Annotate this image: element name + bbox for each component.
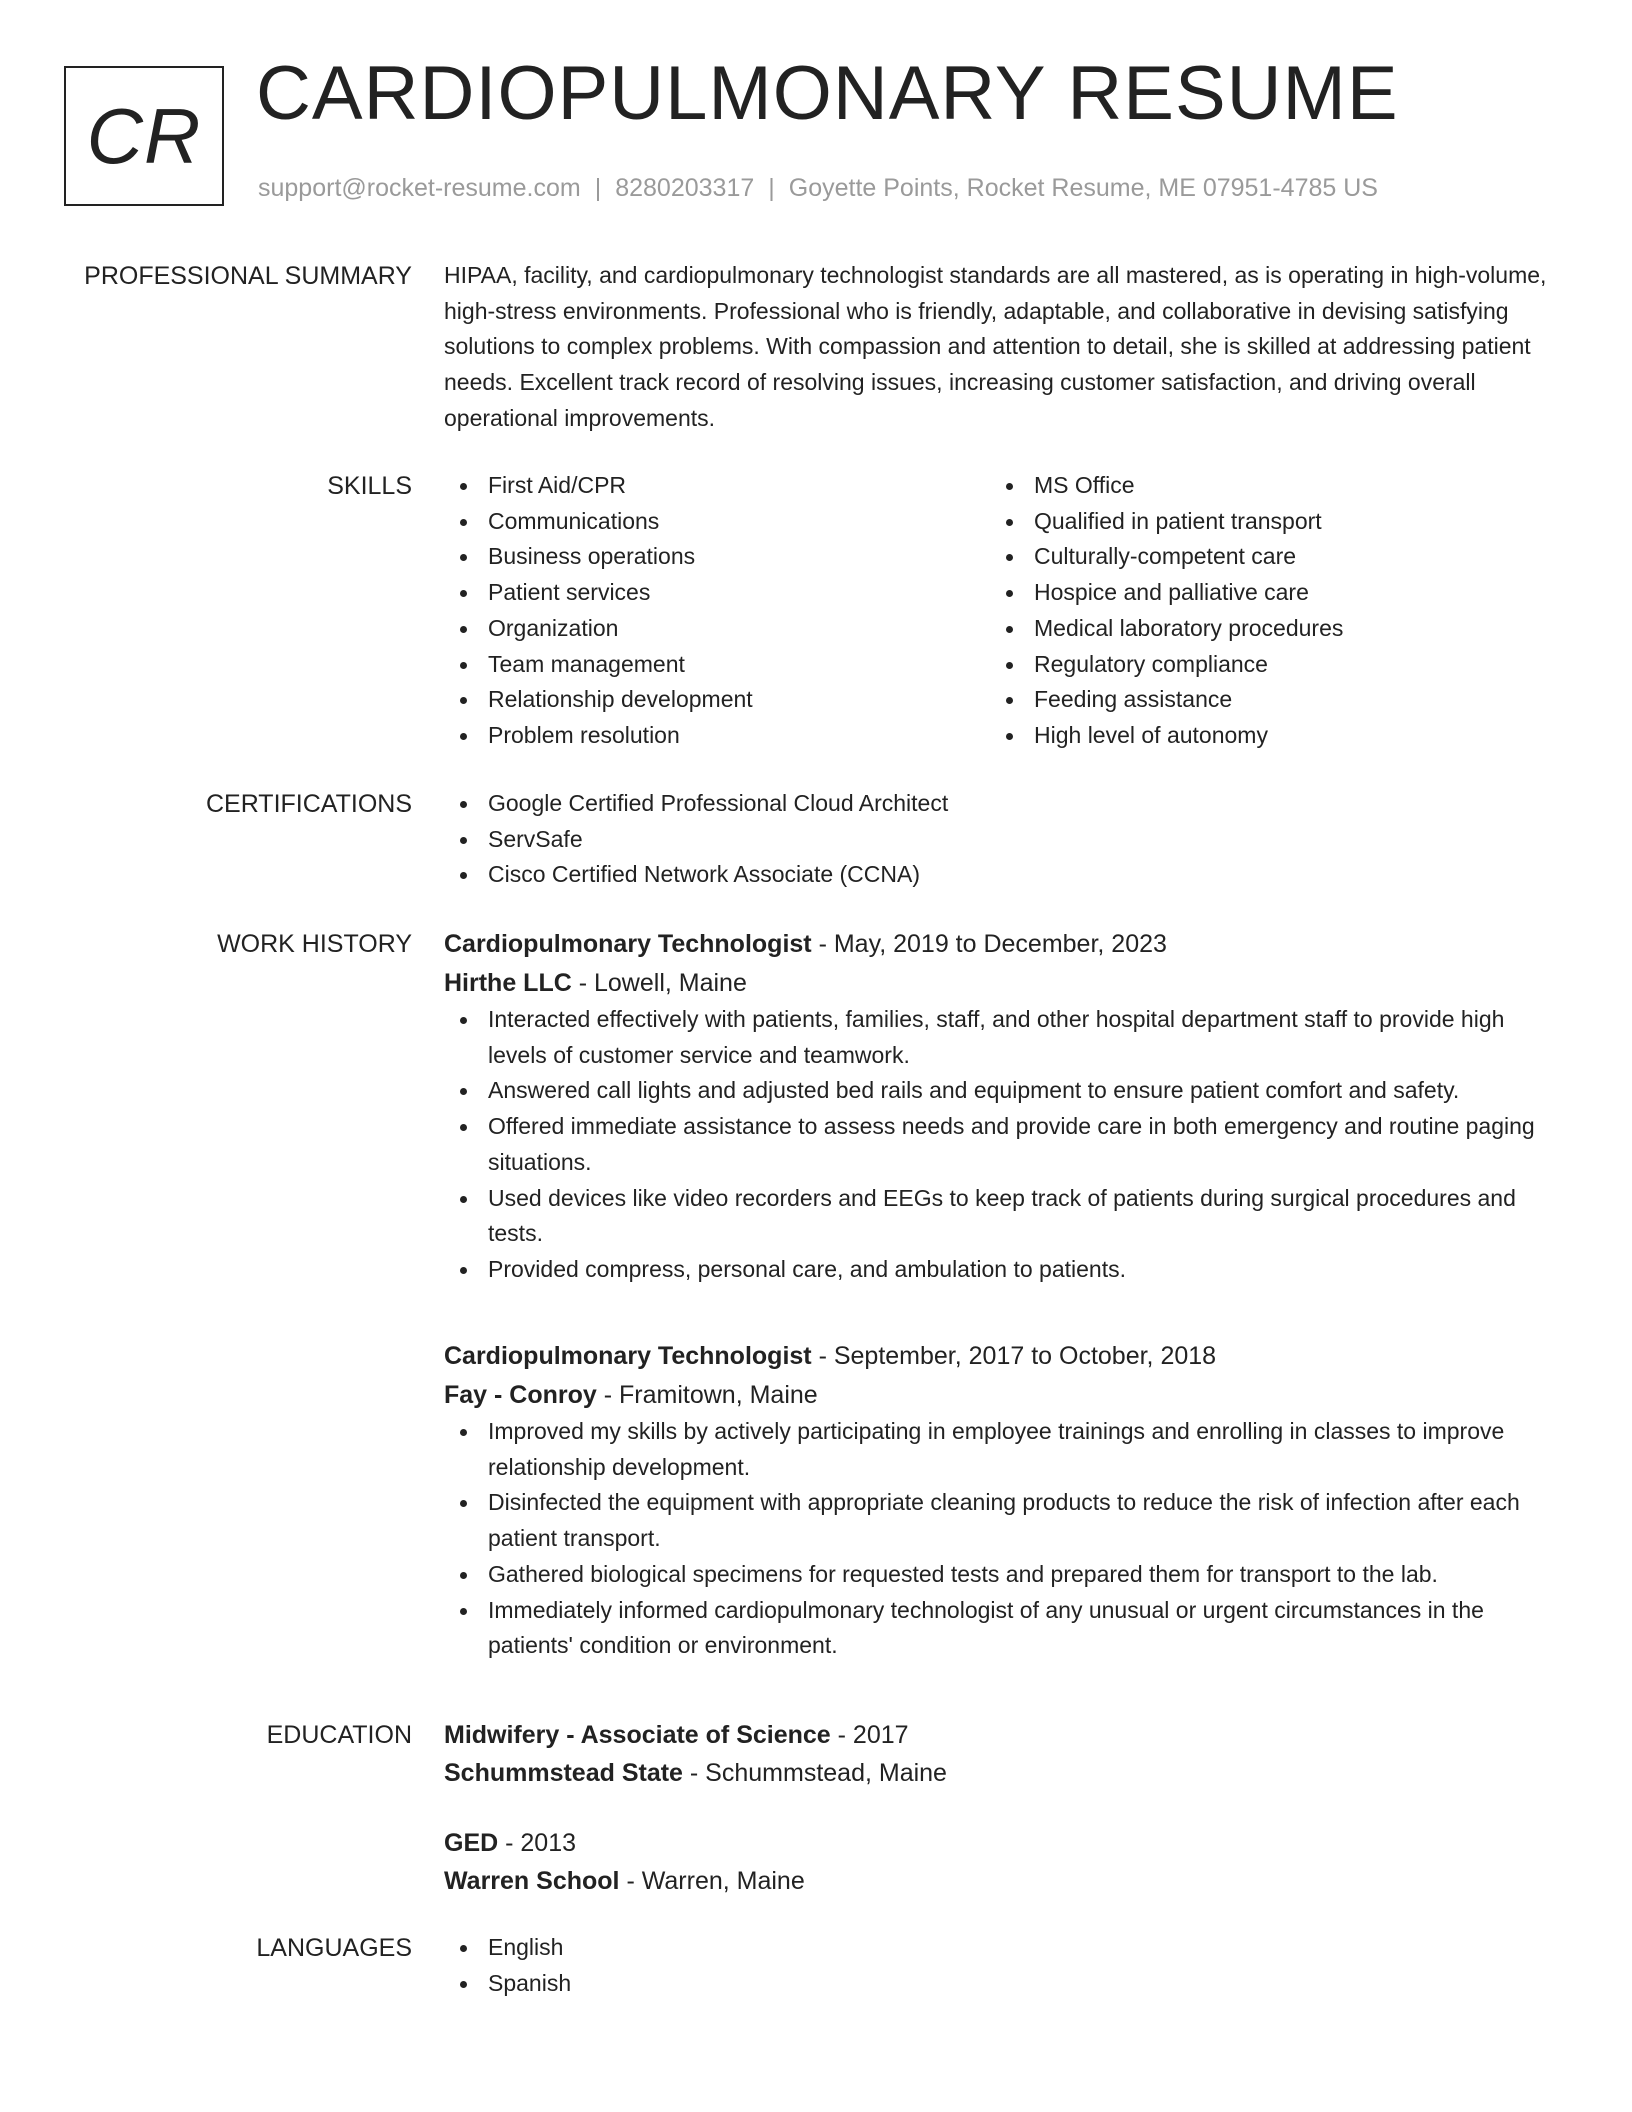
monogram-logo: CR: [64, 66, 224, 206]
skill-item: Medical laboratory procedures: [990, 611, 1536, 647]
education-school: Warren School: [444, 1867, 620, 1895]
job-company: Hirthe LLC: [444, 969, 572, 997]
skill-item: High level of autonomy: [990, 718, 1536, 754]
contact-line: [258, 174, 1378, 203]
education-degree: Midwifery - Associate of Science: [444, 1721, 831, 1749]
education-degree: GED: [444, 1829, 499, 1857]
skill-item: Relationship development: [444, 682, 990, 718]
skill-item: Patient services: [444, 575, 990, 611]
job-title-line: [444, 1336, 1554, 1376]
job-dates: - September, 2017 to October, 2018: [811, 1342, 1217, 1370]
job-title: Cardiopulmonary Technologist: [444, 930, 812, 958]
education-year: - 2013: [498, 1829, 577, 1857]
education-school-line: [444, 1754, 1554, 1792]
contact-separator: |: [768, 174, 775, 202]
job-duties: [444, 1002, 1554, 1288]
education-degree-line: [444, 1716, 1554, 1754]
skill-item: Business operations: [444, 539, 990, 575]
skills-column-1: [444, 468, 990, 754]
duty-item: Immediately informed cardiopulmonary technologist of any unusual or urgent circumstances in the patients' condition or environment.: [444, 1593, 1554, 1664]
skill-item: Feeding assistance: [990, 682, 1536, 718]
contact-phone: 8280203317: [615, 174, 755, 202]
education-school-line: [444, 1862, 1554, 1900]
skills-column-2: [990, 468, 1536, 754]
section-label: LANGUAGES: [256, 1934, 412, 1962]
certification-item: ServSafe: [444, 822, 1554, 858]
duty-item: Gathered biological specimens for requested tests and prepared them for transport to the lab.: [444, 1557, 1554, 1593]
language-item: English: [444, 1930, 1554, 1966]
skill-item: Team management: [444, 647, 990, 683]
contact-separator: |: [594, 174, 602, 202]
section-label: CERTIFICATIONS: [205, 790, 412, 818]
skill-item: Qualified in patient transport: [990, 504, 1536, 540]
contact-email: support@rocket-resume.com: [258, 174, 581, 202]
job-title-line: [444, 924, 1554, 964]
skill-item: Regulatory compliance: [990, 647, 1536, 683]
duty-item: Answered call lights and adjusted bed rails and equipment to ensure patient comfort and safety.: [444, 1073, 1554, 1109]
language-item: Spanish: [444, 1966, 1554, 2002]
contact-address: Goyette Points, Rocket Resume, ME 07951-4785 US: [788, 174, 1378, 202]
job-company-line: [444, 964, 1554, 1002]
section-label: WORK HISTORY: [217, 930, 412, 958]
job-title: Cardiopulmonary Technologist: [444, 1342, 812, 1370]
section-label: SKILLS: [327, 472, 412, 500]
certification-item: Cisco Certified Network Associate (CCNA): [444, 857, 1554, 893]
duty-item: Used devices like video recorders and EEGs to keep track of patients during surgical procedures and tests.: [444, 1181, 1554, 1252]
education-degree-line: [444, 1824, 1554, 1862]
duty-item: Interacted effectively with patients, families, staff, and other hospital department staff to provide high levels of customer service and teamwork.: [444, 1002, 1554, 1073]
skill-item: Communications: [444, 504, 990, 540]
section-label: PROFESSIONAL SUMMARY: [84, 262, 412, 290]
page-title: CARDIOPULMONARY RESUME: [256, 51, 1399, 136]
skill-item: Hospice and palliative care: [990, 575, 1536, 611]
languages-list: [444, 1930, 1554, 2001]
job-company: Fay - Conroy: [444, 1381, 597, 1409]
job-company-line: [444, 1376, 1554, 1414]
skill-item: Culturally-competent care: [990, 539, 1536, 575]
education-school: Schummstead State: [444, 1759, 683, 1787]
skill-item: Problem resolution: [444, 718, 990, 754]
duty-item: Disinfected the equipment with appropriate cleaning products to reduce the risk of infection after each patient transport.: [444, 1485, 1554, 1556]
education-entry: [444, 1824, 1554, 1900]
education-location: - Schummstead, Maine: [682, 1759, 947, 1787]
duty-item: Provided compress, personal care, and ambulation to patients.: [444, 1252, 1554, 1288]
job-location: - Lowell, Maine: [571, 969, 747, 997]
certifications-list: [444, 786, 1554, 893]
skill-item: MS Office: [990, 468, 1536, 504]
education-location: - Warren, Maine: [619, 1867, 805, 1895]
job-dates: - May, 2019 to December, 2023: [811, 930, 1167, 958]
section-label: EDUCATION: [266, 1721, 412, 1749]
job-duties: [444, 1414, 1554, 1664]
skill-item: First Aid/CPR: [444, 468, 990, 504]
education-year: - 2017: [830, 1721, 909, 1749]
skills-grid: [444, 468, 1554, 754]
education-entry: [444, 1716, 1554, 1792]
certification-item: Google Certified Professional Cloud Architect: [444, 786, 1554, 822]
skill-item: Organization: [444, 611, 990, 647]
summary-text: HIPAA, facility, and cardiopulmonary technologist standards are all mastered, as is operating in high-volume, high-stress environments. Professional who is friendly, adaptable, and collaborative in devising satisfying solutions to complex problems. With compassion and attention to detail, she is skilled at addressing patient needs. Excellent track record of resolving issues, increasing customer satisfaction, and driving overall operational improvements.: [444, 262, 1547, 431]
duty-item: Improved my skills by actively participating in employee trainings and enrolling in classes to improve relationship development.: [444, 1414, 1554, 1485]
job-location: - Framitown, Maine: [596, 1381, 818, 1409]
job-entry: [444, 924, 1554, 1288]
job-entry: [444, 1336, 1554, 1664]
duty-item: Offered immediate assistance to assess needs and provide care in both emergency and routine paging situations.: [444, 1109, 1554, 1180]
